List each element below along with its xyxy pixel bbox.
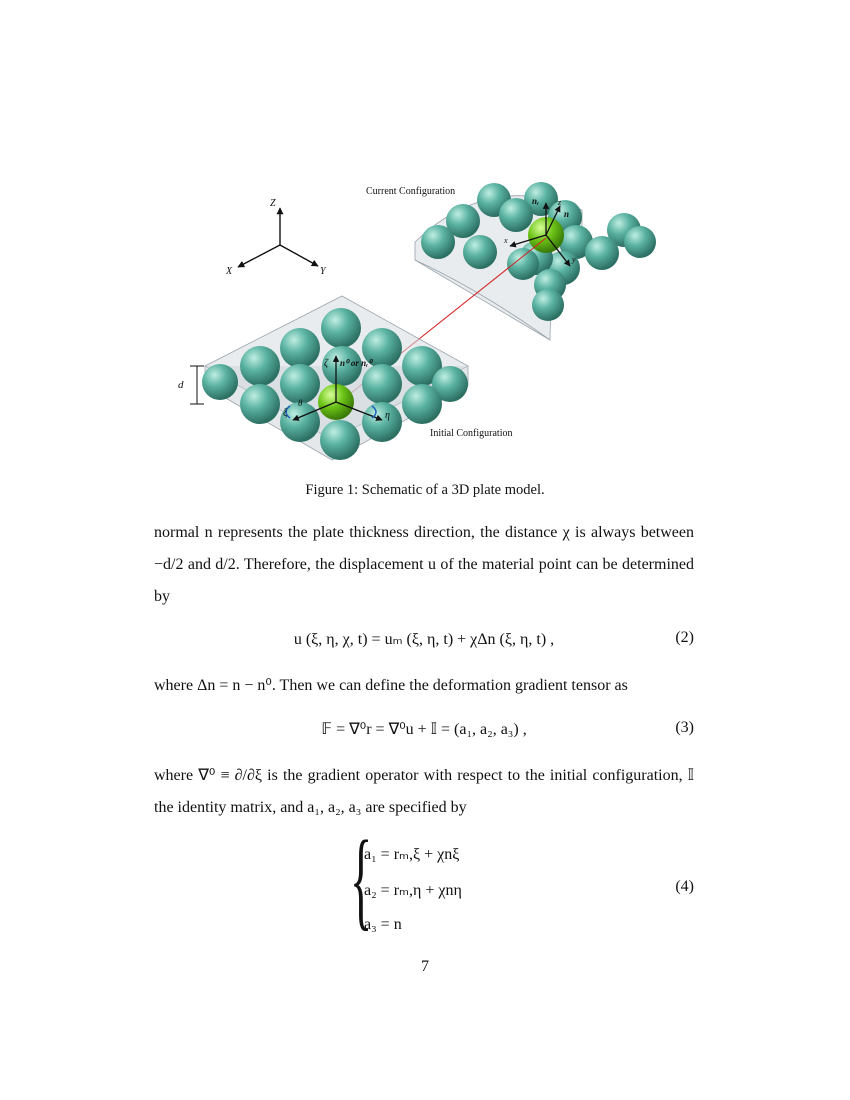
equation-3 <box>154 719 694 747</box>
paragraph-3: where ∇⁰ ≡ ∂/∂ξ is the gradient operator with respect to the initial configuration, 𝕀 the identity matrix, and a₁, a₂, a₃ are specified by <box>154 767 694 816</box>
equation-4 <box>350 818 694 944</box>
y-local-label: y <box>572 255 576 264</box>
thickness-label: d <box>178 379 184 391</box>
thickness-indicator <box>178 366 204 404</box>
nr-label: nᵣ <box>532 196 540 206</box>
n0-label: n⁰ or nᵣ⁰ <box>340 358 372 368</box>
equation-3-number: (3) <box>675 719 694 736</box>
paragraph-2: where Δn = n − n⁰. Then we can define the deformation gradient tensor as <box>154 677 628 694</box>
figure-plate-model <box>150 170 710 470</box>
y-axis-arrow <box>280 245 318 266</box>
xi-label: ξ <box>283 408 288 419</box>
z-axis-label: Z <box>270 198 276 209</box>
x-axis-label: X <box>226 266 233 277</box>
equation-4-row-3: a₃ = n <box>364 916 402 933</box>
x-axis-arrow <box>238 245 280 267</box>
z-local-label: z <box>558 198 562 207</box>
theta-label: θ <box>298 398 303 408</box>
equation-4-row-2: a₂ = rₘ,η + χnη <box>364 882 462 899</box>
global-axes <box>225 198 327 277</box>
plate-schematic <box>150 170 710 470</box>
zeta-label: ζ <box>324 358 329 369</box>
equation-4-row-1: a₁ = rₘ,ξ + χnξ <box>364 846 460 863</box>
equation-3-body: 𝔽 = ∇⁰r = ∇⁰u + 𝕀 = (a₁, a₂, a₃) , <box>321 721 527 738</box>
equation-2-body: u (ξ, η, χ, t) = uₘ (ξ, η, t) + χΔn (ξ, η, t) , <box>293 631 555 648</box>
figure-caption: Figure 1: Schematic of a 3D plate model. <box>305 482 545 498</box>
equation-4-number: (4) <box>675 878 694 895</box>
eta-label: η <box>385 410 390 421</box>
current-configuration-label: Current Configuration <box>366 186 456 197</box>
equation-4-brace: { <box>350 818 373 940</box>
equation-2 <box>154 629 694 657</box>
current-configuration <box>366 182 656 340</box>
n-label: n <box>564 209 570 219</box>
equation-2-number: (2) <box>675 629 694 646</box>
x-local-label: x <box>504 236 508 245</box>
page-number: 7 <box>421 958 429 975</box>
y-axis-label: Y <box>320 266 326 277</box>
initial-configuration <box>178 296 513 460</box>
initial-configuration-label: Initial Configuration <box>430 428 513 439</box>
paragraph-1: normal n represents the plate thickness direction, the distance χ is always between −d/2 and d/2. Therefore, the displacement u of the material point can be determined by <box>154 524 694 605</box>
